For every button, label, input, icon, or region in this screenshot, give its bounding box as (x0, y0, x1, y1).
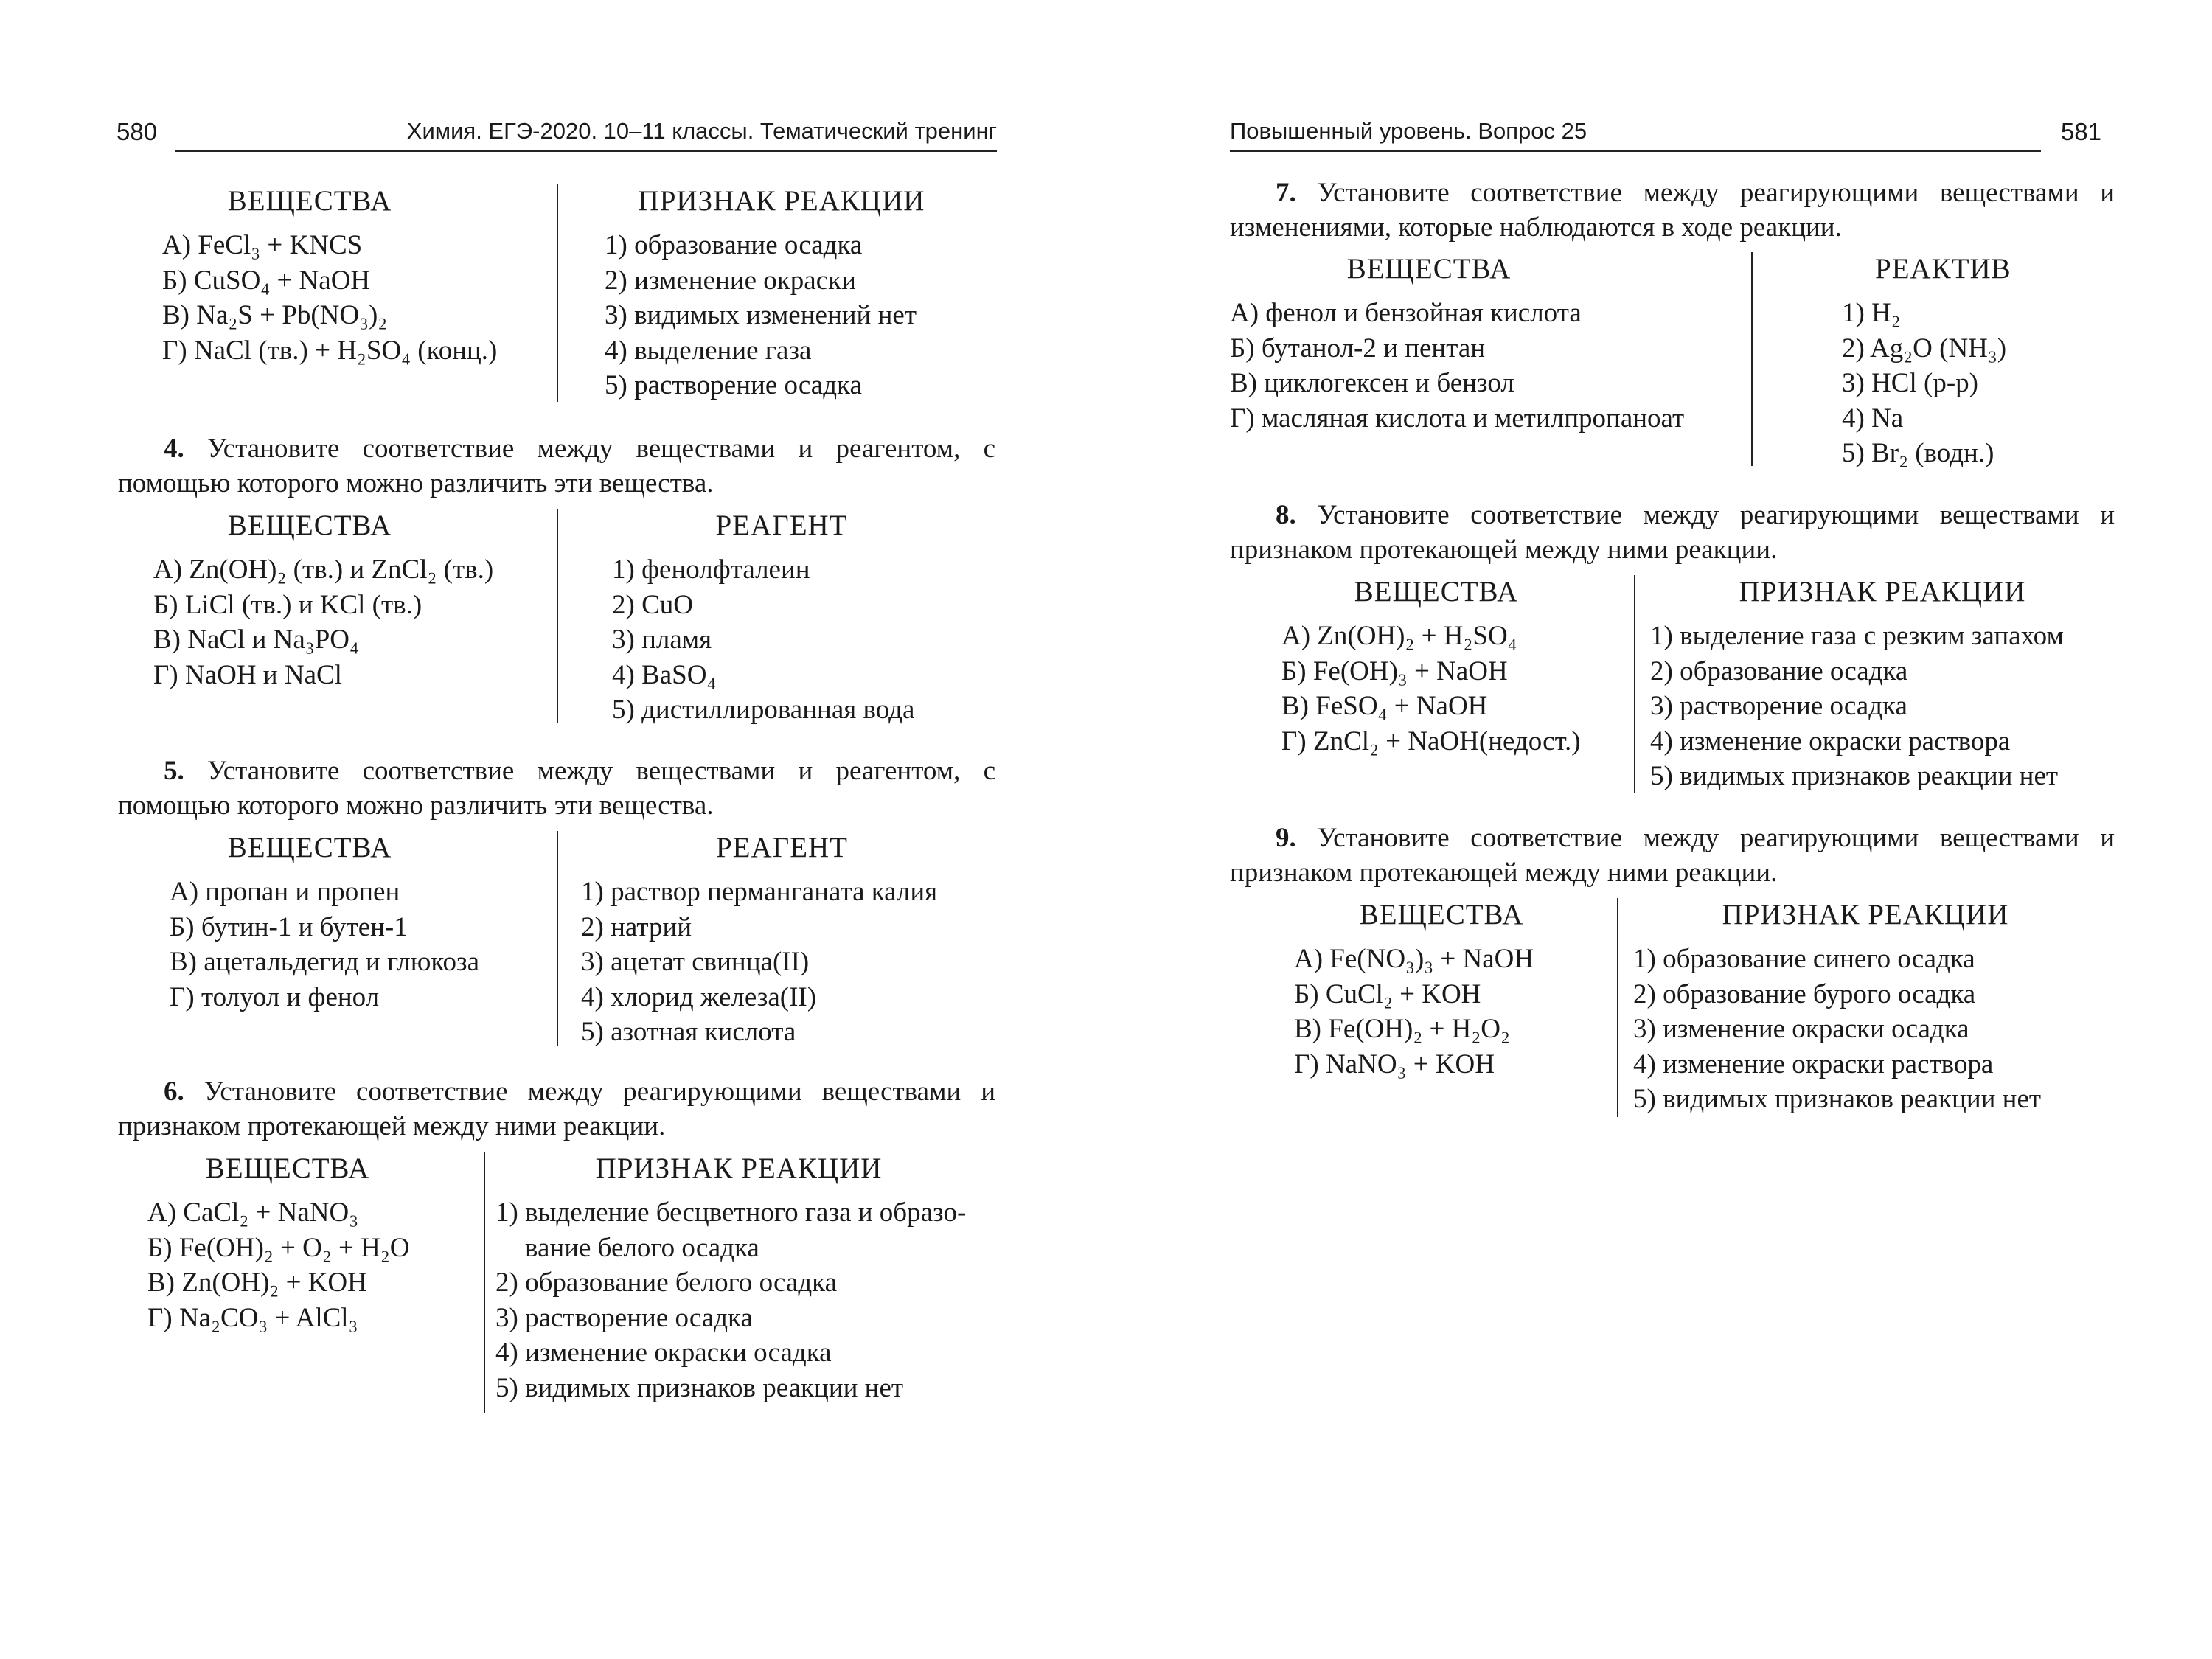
left-running-header (0, 118, 1106, 156)
task5-table (147, 831, 995, 1052)
task3-table (147, 184, 995, 406)
list-item: 3) видимых изменений нет (605, 300, 917, 330)
list-item: А) FeCl₃ + KNCS (162, 230, 363, 260)
list-item: В) ацетальдегид и глюкоза (170, 947, 479, 977)
list-item: А) Zn(OH)₂ (тв.) и ZnCl₂ (тв.) (153, 554, 494, 585)
task5-text: Установите соответствие между веществами и реагентом, с помощью которого можно различить эти вещества. (118, 756, 996, 821)
task7-table (1230, 252, 2115, 473)
list-item: А) фенол и бензойная кислота (1230, 298, 1582, 328)
task4-substances-list (147, 552, 531, 692)
task8-table (1281, 575, 2115, 796)
right-running-header (1106, 118, 2212, 156)
task9-text: Установите соответствие между реагирующими веществами и признаком протекающей между ними реакции. (1230, 823, 2115, 888)
list-item: вание белого осадка (525, 1232, 759, 1263)
task3-substances-list (147, 228, 531, 368)
task4-text: Установите соответствие между веществами и реагентом, с помощью которого можно различить эти вещества. (118, 434, 996, 498)
task6-number: 6. (164, 1077, 184, 1107)
task6-col1-header: ВЕЩЕСТВА (205, 1152, 370, 1184)
list-item: 3) ацетат свинца(II) (581, 947, 810, 977)
task8-statement (1230, 498, 2115, 567)
task4-statement (118, 431, 995, 501)
task8-signs-list (1650, 619, 2115, 794)
task5-col2-header: РЕАГЕНТ (715, 832, 849, 863)
task3-col1-header: ВЕЩЕСТВА (227, 185, 392, 217)
list-item: В) циклогексен и бензол (1230, 368, 1514, 398)
list-item: В) NaCl и Na₃PO₄ (153, 625, 359, 655)
list-item: 3) HCl (р-р) (1842, 368, 1978, 398)
task6-text: Установите соответствие между реагирующими веществами и признаком протекающей между ними реакции. (118, 1077, 996, 1141)
list-item: 2) Ag₂O (NH₃) (1842, 333, 2007, 364)
list-item: А) Zn(OH)₂ + H₂SO₄ (1281, 621, 1517, 651)
list-item: 4) изменение окраски осадка (495, 1338, 832, 1368)
task5-substances-list (147, 874, 531, 1015)
task4-col1-header: ВЕЩЕСТВА (227, 509, 392, 541)
list-item: 1) раствор перманганата калия (581, 877, 938, 907)
list-item: Б) CuCl₂ + KOH (1294, 978, 1481, 1009)
list-item: 2) натрий (581, 911, 692, 942)
list-item: В) Na₂S + Pb(NO₃)₂ (162, 300, 388, 330)
task7-substances-list (1230, 296, 1746, 436)
list-item: В) Zn(OH)₂ + KOH (147, 1267, 367, 1298)
task8-col2-header: ПРИЗНАК РЕАКЦИИ (1739, 576, 2026, 608)
list-item: А) Fe(NO₃)₃ + NaOH (1294, 944, 1534, 974)
list-item: 4) BaSO₄ (612, 659, 717, 690)
list-item: Б) Fe(OH)₃ + NaOH (1281, 655, 1508, 686)
list-item: 4) изменение окраски раствора (1650, 726, 2011, 757)
task9-table (1294, 898, 2112, 1119)
task5-col1-header: ВЕЩЕСТВА (227, 832, 392, 863)
task8-col1-header: ВЕЩЕСТВА (1354, 576, 1519, 608)
list-item: 5) видимых признаков реакции нет (495, 1372, 904, 1403)
task8-text: Установите соответствие между реагирующими веществами и признаком протекающей между ними реакции. (1230, 500, 2115, 565)
task7-col1-header: ВЕЩЕСТВА (1346, 253, 1512, 285)
task3-col2-header: ПРИЗНАК РЕАКЦИИ (638, 185, 925, 217)
task7-number: 7. (1276, 178, 1296, 208)
list-item: Г) толуол и фенол (170, 981, 380, 1012)
task9-substances-list (1294, 942, 1626, 1082)
list-item: 2) образование бурого осадка (1633, 978, 1976, 1009)
task8-number: 8. (1276, 500, 1296, 530)
list-item: 1) выделение бесцветного газа и образо- (495, 1197, 967, 1228)
list-item: Г) Na₂CO₃ + AlCl₃ (147, 1302, 358, 1333)
list-item: 5) азотная кислота (581, 1017, 796, 1047)
task4-number: 4. (164, 434, 184, 464)
task9-col2-header: ПРИЗНАК РЕАКЦИИ (1722, 899, 2009, 931)
list-item: А) CaCl₂ + NaNO₃ (147, 1197, 359, 1228)
task4-reagents-list (612, 552, 995, 728)
task6-col2-header: ПРИЗНАК РЕАКЦИИ (595, 1152, 883, 1184)
task9-number: 9. (1276, 823, 1296, 853)
task8-substances-list (1281, 619, 1643, 759)
left-header-rule (175, 150, 997, 152)
list-item: Б) Fe(OH)₂ + O₂ + H₂O (147, 1232, 410, 1263)
task7-reagents-list (1842, 296, 2115, 471)
task4-col2-header: РЕАГЕНТ (715, 509, 848, 541)
list-item: Б) CuSO₄ + NaOH (162, 265, 371, 296)
list-item: 4) хлорид железа(II) (581, 981, 817, 1012)
list-item: Б) бутин-1 и бутен-1 (170, 911, 408, 942)
list-item: 4) Na (1842, 403, 1904, 434)
task9-statement (1230, 821, 2115, 890)
list-item: Г) NaCl (тв.) + H₂SO₄ (конц.) (162, 335, 498, 366)
list-item: 3) растворение осадка (495, 1302, 753, 1333)
task6-table (147, 1152, 1003, 1417)
list-item: 5) видимых признаков реакции нет (1650, 761, 2059, 791)
list-item: Г) ZnCl₂ + NaOH(недост.) (1281, 726, 1581, 757)
list-item: А) пропан и пропен (170, 877, 400, 907)
list-item: В) FeSO₄ + NaOH (1281, 691, 1488, 721)
list-item: Б) бутанол-2 и пентан (1230, 333, 1486, 364)
task3-signs-list (605, 228, 995, 403)
task6-statement (118, 1074, 995, 1144)
right-running-title: Повышенный уровень. Вопрос 25 (1230, 118, 1587, 144)
list-item: Б) LiCl (тв.) и KCl (тв.) (153, 589, 422, 620)
list-item: 3) изменение окраски осадка (1633, 1014, 1969, 1044)
list-item: 3) пламя (612, 625, 712, 655)
task4-table (147, 509, 995, 730)
task7-text: Установите соответствие между реагирующими веществами и изменениями, которые наблюдаются в ходе реакции. (1230, 178, 2115, 243)
task8-divider (1634, 575, 1635, 793)
list-item: 5) дистиллированная вода (612, 695, 915, 725)
task6-divider (484, 1152, 485, 1413)
task6-signs-list (495, 1195, 1003, 1405)
list-item: Г) NaOH и NaCl (153, 659, 342, 690)
task7-divider (1751, 252, 1753, 466)
list-item: 2) изменение окраски (605, 265, 856, 296)
right-page-number: 581 (2060, 118, 2101, 145)
task5-number: 5. (164, 756, 184, 786)
list-item: 2) CuO (612, 589, 693, 620)
list-item: 4) выделение газа (605, 335, 812, 366)
list-item: 5) Br₂ (водн.) (1842, 438, 1994, 468)
right-page (1106, 0, 2212, 1659)
task6-substances-list (147, 1195, 472, 1335)
list-item: Г) масляная кислота и метилпропаноат (1230, 403, 1685, 434)
list-item: В) Fe(OH)₂ + H₂O₂ (1294, 1014, 1510, 1044)
right-header-rule (1230, 150, 2041, 152)
task7-col2-header: РЕАКТИВ (1875, 253, 2011, 285)
task9-col1-header: ВЕЩЕСТВА (1359, 899, 1524, 931)
list-item: 1) образование осадка (605, 230, 863, 260)
list-item: 1) выделение газа с резким запахом (1650, 621, 2064, 651)
task3-divider (557, 184, 558, 402)
list-item: 5) растворение осадка (605, 370, 862, 400)
list-item: Г) NaNO₃ + KOH (1294, 1048, 1495, 1079)
task5-reagents-list (581, 874, 994, 1050)
task5-statement (118, 754, 995, 823)
left-running-title: Химия. ЕГЭ-2020. 10–11 классы. Тематический тренинг (406, 118, 997, 144)
task7-statement (1230, 175, 2115, 245)
list-item: 3) растворение осадка (1650, 691, 1907, 721)
list-item: 4) изменение окраски раствора (1633, 1048, 1994, 1079)
left-page-number: 580 (116, 118, 158, 145)
list-item: 2) образование осадка (1650, 655, 1908, 686)
list-item: 2) образование белого осадка (495, 1267, 838, 1298)
list-item: 5) видимых признаков реакции нет (1633, 1084, 2042, 1114)
task9-signs-list (1633, 942, 2112, 1117)
task4-divider (557, 509, 558, 723)
list-item: 1) H₂ (1842, 298, 1901, 328)
list-item: 1) фенолфталеин (612, 554, 810, 585)
task5-divider (557, 831, 558, 1046)
task9-divider (1617, 898, 1618, 1117)
list-item: 1) образование синего осадка (1633, 944, 1975, 974)
